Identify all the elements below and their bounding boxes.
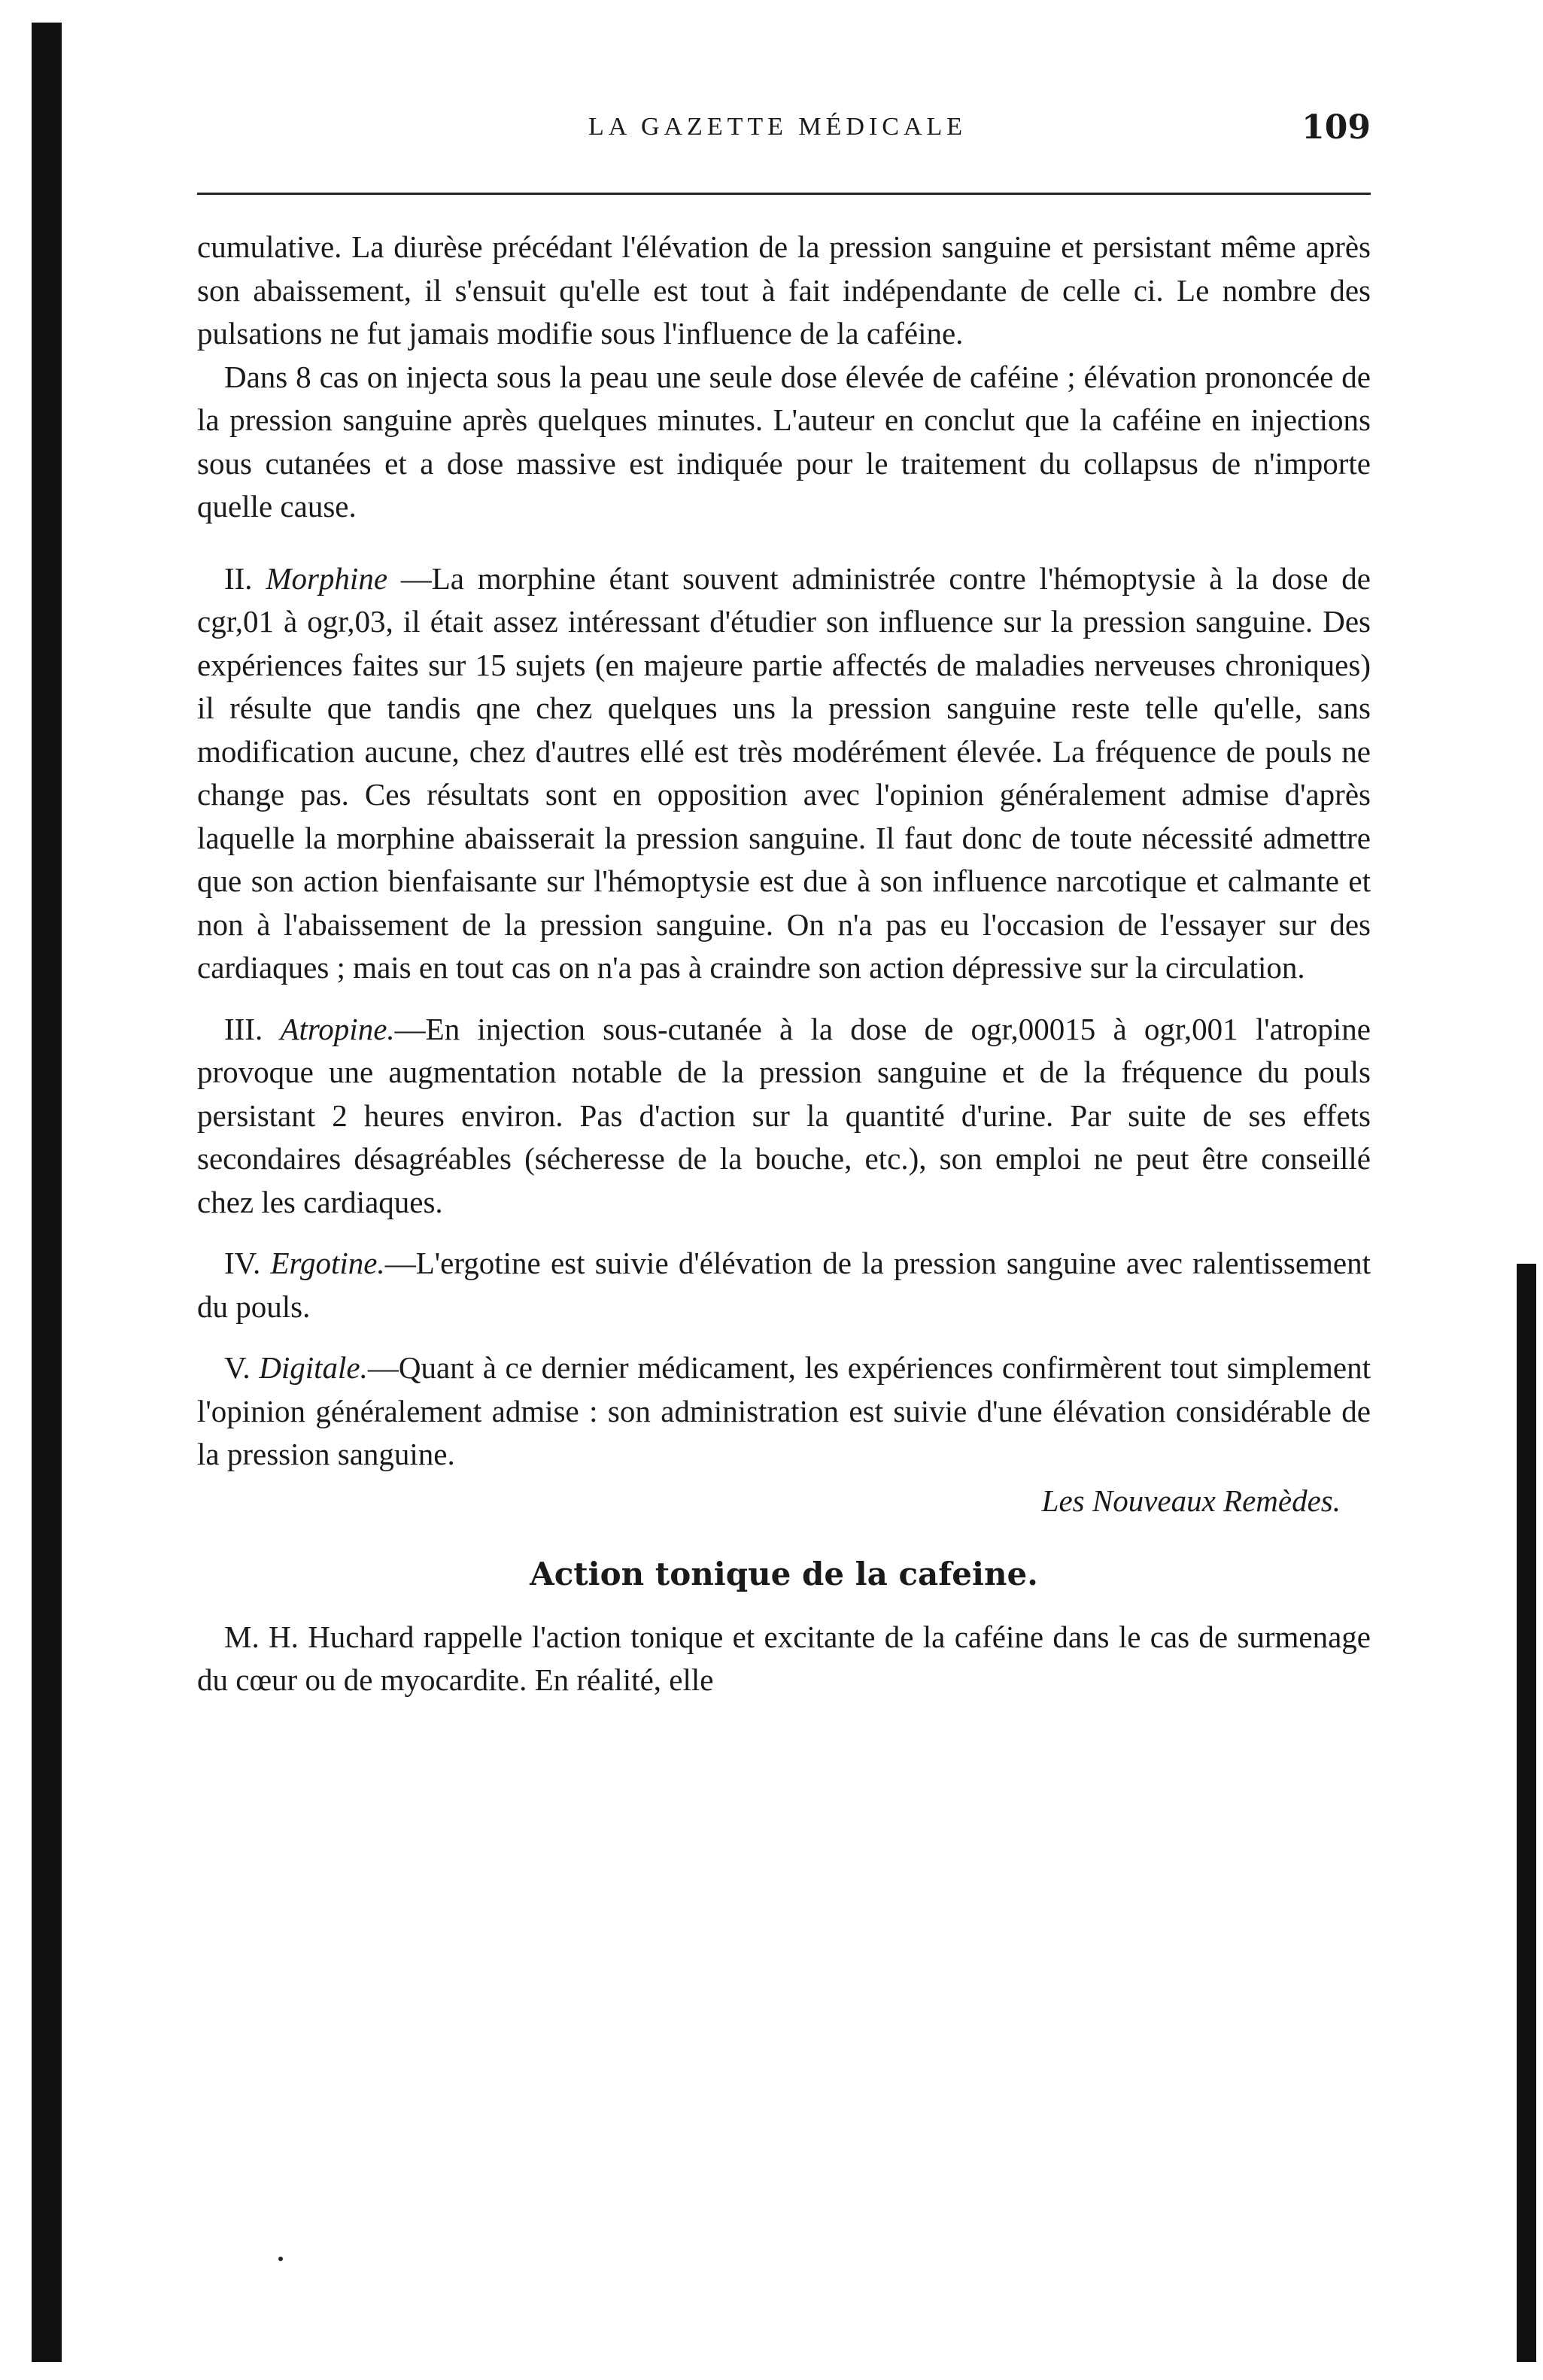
paragraph-text: —La morphine étant souvent administrée contre l'hémoptysie à la dose de cgr,01 à ogr,03, il était assez intéressant d'étudier son influence sur la pression sanguine. Des expériences faites sur 15 sujets (en majeure partie affectés de maladies nerveuses chroniques) il résulte que tandis qne chez quelques uns la pression sanguine reste telle qu'elle, sans modification aucune, chez d'autres ellé est très modérément élevée. La fréquence de pouls ne change pas. Ces résultats sont en opposition avec l'opinion généralement admise d'après laquelle la morphine abaisserait la pression sanguine. Il faut donc de toute nécessité admettre que son action bienfaisante sur l'hémoptysie est due à son influence narcotique et calmante et non à l'abaissement de la pression sanguine. On n'a pas eu l'occasion de l'essayer sur des cardiaques ; mais en tout cas on n'a pas à craindre son action dépressive sur la circulation. [197,560,1371,985]
paragraph-dans-8-cas: Dans 8 cas on injecta sous la peau une seule dose élevée de caféine ; élévation prononcée de la pression sanguine après quelques minutes. L'auteur en conclut que la caféine en injections sous cutanées et a dose massive est indiquée pour le traitement du collapsus de n'importe quelle cause. [197,359,1371,524]
section-number: III. [224,1011,263,1046]
paragraph-atropine [197,1008,1371,1225]
section-title: Action tonique de la cafeine. [530,1556,1038,1592]
drug-name-ergotine: Ergotine. [270,1246,385,1280]
paragraph-huchard: M. H. Huchard rappelle l'action tonique et excitante de la caféine dans le cas de surmenage du cœur ou de myocardite. En réalité, elle [197,1619,1371,1697]
paragraph-cumulative: cumulative. La diurèse précédant l'élévation de la pression sanguine et persistant même après son abaissement, il s'ensuit qu'elle est tout à fait indépendante de celle ci. Le nombre des pulsations ne fut jamais modifie sous l'influence de la caféine. [197,229,1371,351]
paragraph-morphine [197,557,1371,990]
drug-name-morphine: Morphine [266,560,388,596]
scan-left-edge [32,23,62,2362]
section-number: V. [224,1350,251,1385]
paragraph-digitale [197,1346,1371,1477]
section-number: IV. [224,1246,261,1280]
running-title: LA GAZETTE MÉDICALE [588,113,967,141]
header-rule [197,193,1371,195]
drug-name-atropine: Atropine. [280,1011,395,1046]
source-attribution: Les Nouveaux Remèdes. [1041,1483,1341,1518]
article-body [197,226,1371,1702]
page-number: 109 [1302,108,1371,147]
paragraph-text: —L'ergotine est suivie d'élévation de la pression sanguine avec ralentissement du pouls. [197,1246,1371,1324]
paragraph-text: —En injection sous-cutanée à la dose de ogr,00015 à ogr,001 l'atropine provoque une augmentation notable de la pression sanguine et de la fréquence du pouls persistant 2 heures environ. Pas d'action sur la quantité d'urine. Par suite de ses effets secondaires désagréables (sécheresse de la bouche, etc.), son emploi ne peut être conseillé chez les cardiaques. [197,1011,1371,1219]
page-header [197,108,1371,165]
ink-speck [278,2257,283,2261]
paragraph-text: —Quant à ce dernier médicament, les expériences confirmèrent tout simplement l'opinion généralement admise : son administration est suivie d'une élévation considérable de la pression sanguine. [197,1350,1371,1471]
paragraph-ergotine [197,1242,1371,1328]
section-number: II. [224,560,253,596]
scan-right-edge [1517,1264,1536,2362]
drug-name-digitale: Digitale. [259,1350,368,1385]
